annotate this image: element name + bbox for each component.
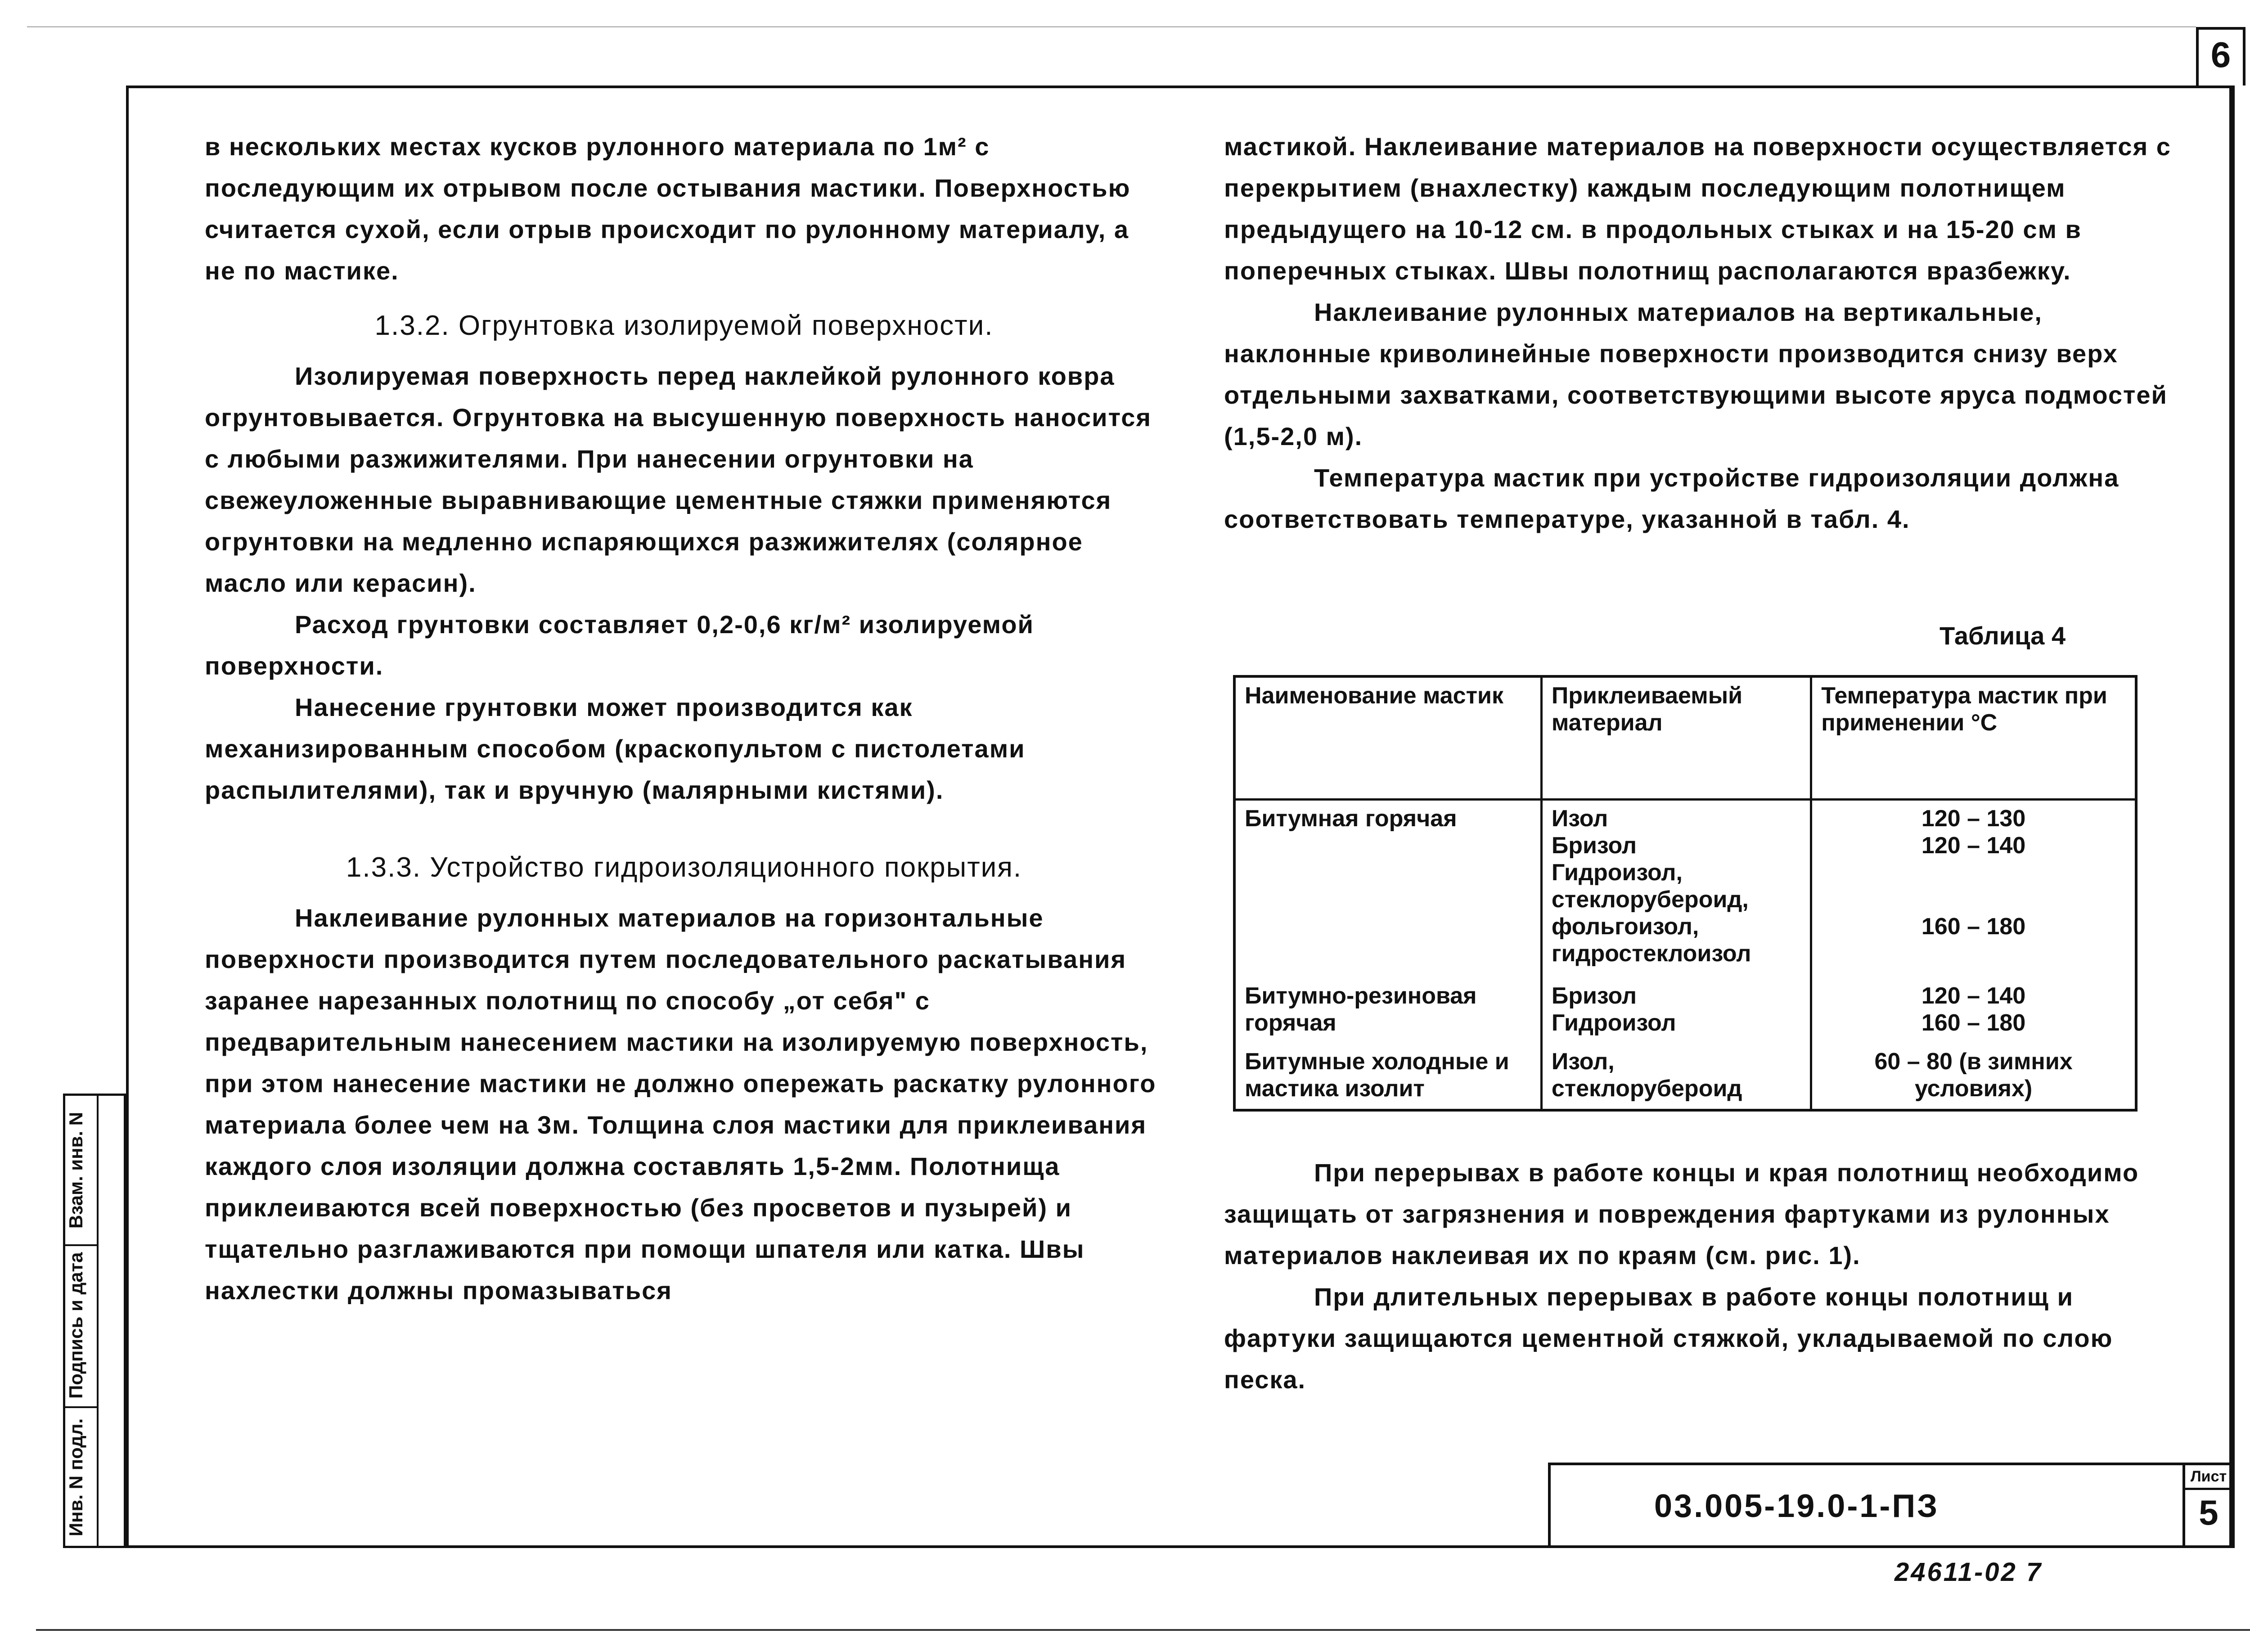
side-stamp <box>63 1094 126 1548</box>
table-header-name: Наименование мастик <box>1245 683 1504 709</box>
sheet-number: 5 <box>2199 1493 2218 1532</box>
sheet-label: Лист <box>2185 1465 2232 1490</box>
stamp-label-inventory: Инв. N подл. <box>65 1418 86 1536</box>
table-cell-temperature: 60 – 80 (в зимних условиях) <box>1811 1044 2135 1109</box>
sheet-cell <box>2182 1465 2232 1548</box>
table-title: Таблица 4 <box>1940 621 2066 650</box>
stamp-label-signature-date: Подпись и дата <box>65 1252 86 1399</box>
table-cell-name: Битумно-резиновая горячая <box>1245 983 1477 1036</box>
table-cell-material: Изол Бризол Гидроизол, стеклорубероид, фольгоизол, гидростеклоизол <box>1541 799 1811 978</box>
table-cell-material: Изол, стеклорубероид <box>1541 1044 1811 1109</box>
right-paragraph-2: Наклеивание рулонных материалов на вертикальные, наклонные криволинейные поверхности производится снизу верх отдельными захватками, соответствующими высоте яруса подмостей (1,5-2,0 м). <box>1224 298 2168 450</box>
left-paragraph-5: Наклеивание рулонных материалов на горизонтальные поверхности производится путем последовательного раскатывания заранее нарезанных полотнищ по способу „от себя" с предварительным нанесением мастики на изолируемую поверхность, при этом нанесение мастики не должно опережать раскатку рулонного материала более чем на 3м. Толщина слоя мастики для приклеивания каждого слоя изоляции должна составлять 1,5-2мм. Полотнища приклеиваются всей поверхностью (без просветов и пузырей) и тщательно разглаживаются при помощи шпателя или катка. Швы нахлестки должны промазываться <box>205 904 1156 1305</box>
table-row <box>1236 799 2135 978</box>
table-header-row <box>1236 678 2135 799</box>
table-cell-name: Битумная горячая <box>1245 805 1457 832</box>
mastic-temperature-table <box>1233 675 2138 1112</box>
table-row <box>1236 1044 2135 1109</box>
top-sheet-number-box <box>2196 27 2246 86</box>
right-paragraph-1: мастикой. Наклеивание материалов на поверхности осуществляется с перекрытием (внахлестку) каждым последующим полотнищем предыдущего на 10-12 см. в продольных стыках и на 15-20 см в поперечных стыках. Швы полотнищ располагаются вразбежку. <box>1224 132 2171 285</box>
frame-right-rule <box>2232 86 2235 1548</box>
right-paragraph-3: Температура мастик при устройстве гидроизоляции должна соответствовать температуре, указанной в табл. 4. <box>1224 464 2120 533</box>
section-heading-1-3-2: 1.3.2. Огрунтовка изолируемой поверхности. <box>374 310 994 341</box>
table-cell-material: Бризол Гидроизол <box>1541 978 1811 1043</box>
left-paragraph-2: Изолируемая поверхность перед наклейкой рулонного ковра огрунтовывается. Огрунтовка на высушенную поверхность наносится с любыми разжижителями. При нанесении огрунтовки на свежеуложенные выравнивающие цементные стяжки применяются огрунтовки на медленно испаряющихся разжижителях (солярное масло или керасин). <box>205 362 1152 597</box>
left-column <box>205 126 1163 1311</box>
table-cell-name: Битумные холодные и мастика изолит <box>1245 1048 1509 1102</box>
table-header-material: Приклеиваемый материал <box>1541 678 1811 799</box>
right-column-lower <box>1224 1152 2178 1400</box>
left-paragraph-4: Нанесение грунтовки может производится как механизированным способом (краскопультом с пистолетами распылителями), так и вручную (малярными кистями). <box>205 693 1026 804</box>
section-heading-1-3-3: 1.3.3. Устройство гидроизоляционного покрытия. <box>346 852 1022 883</box>
bottom-rule <box>36 1629 2250 1631</box>
left-paragraph-3: Расход грунтовки составляет 0,2-0,6 кг/м² изолируемой поверхности. <box>205 610 1034 680</box>
title-block <box>1548 1463 2232 1548</box>
right-paragraph-5: При длительных перерывах в работе концы полотнищ и фартуки защищаются цементной стяжкой, укладываемой по слою песка. <box>1224 1283 2113 1394</box>
stamp-label-replacement: Взам. инв. N <box>65 1112 86 1229</box>
table-header-temperature: Температура мастик при применении °С <box>1811 678 2135 799</box>
top-sheet-number: 6 <box>2210 35 2231 75</box>
document-code: 03.005-19.0-1-ПЗ <box>1654 1488 1940 1524</box>
left-paragraph-1: в нескольких местах кусков рулонного материала по 1м² с последующим их отрывом после остывания мастики. Поверхностью считается сухой, если отрыв происходит по рулонному материалу, а не по мастике. <box>205 132 1131 285</box>
table-row <box>1236 978 2135 1043</box>
top-rule <box>27 26 2196 27</box>
table-cell-temperature: 120 – 140 160 – 180 <box>1811 978 2135 1043</box>
archive-number: 24611-02 7 <box>1894 1557 2043 1587</box>
right-paragraph-4: При перерывах в работе концы и края полотнищ необходимо защищать от загрязнения и повреждения фартуками из рулонных материалов наклеивая их по краям (см. рис. 1). <box>1224 1158 2139 1269</box>
right-column <box>1224 126 2178 540</box>
stamp-divider <box>97 1096 99 1546</box>
table-cell-temperature: 120 – 130 120 – 140 160 – 180 <box>1811 799 2135 978</box>
